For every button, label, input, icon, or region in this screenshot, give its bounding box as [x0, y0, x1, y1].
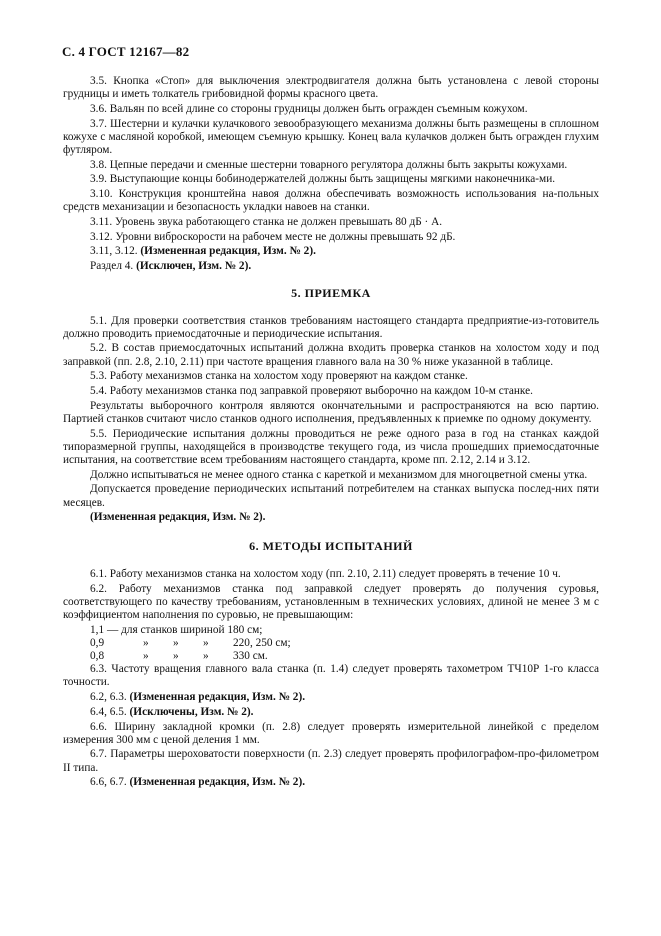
paragraph-p38: 3.8. Цепные передачи и сменные шестерни товарного регулятора должны быть закрыты кожухами.	[90, 158, 568, 171]
note-6-4-6-5: 6.4, 6.5. (Исключены, Изм. № 2).	[90, 705, 254, 718]
paragraph-p55b: Должно испытываться не менее одного станка с кареткой и механизмом для многоцветной смены утка.	[90, 468, 588, 481]
paragraph-p51: 5.1. Для проверки соответствия станков требованиям настоящего стандарта предприятие-из-готовитель должно проводить приемосдаточные и периодические испытания.	[63, 314, 599, 340]
note-6-2-6-3: 6.2, 6.3. (Измененная редакция, Изм. № 2).	[90, 691, 306, 704]
paragraph-p54b: Результаты выборочного контроля являются окончательными и распространяются на всю партию. Партией станков считают число станков одного исполнения, предъявленных к приемке по одному документу.	[63, 399, 599, 425]
section-title-test-methods: 6. МЕТОДЫ ИСПЫТАНИЙ	[249, 538, 413, 553]
fill-coefficient-line-3: 0,8 » » » 330 см.	[90, 650, 268, 663]
paragraph-p67: 6.7. Параметры шероховатости поверхности (п. 2.3) следует проверять профилографом-про-филометром II типа.	[63, 748, 599, 774]
section-5-items	[63, 315, 599, 510]
paragraph-p55: 5.5. Периодические испытания должны проводиться не реже одного раза в год на станках каждой типоразмерной группы, находящейся в производстве текущего года, из числа прошедших приемосдаточные испытания, на соответствие всем требованиям настоящего стандарта, кроме пп. 2.12, 2.14 и 3.12.	[63, 427, 599, 467]
paragraph-p37: 3.7. Шестерни и кулачки кулачкового зевообразующего механизма должны быть размещены в сплошном кожухе с масляной коробкой, имеющем съемную крышку. Конец вала кулачков должен быть огражден глухим футляром.	[63, 117, 599, 157]
note-3-11-3-12: 3.11, 3.12. (Измененная редакция, Изм. № 2).	[90, 245, 316, 258]
fill-coefficient-line-2: 0,9 » » » 220, 250 см;	[90, 636, 291, 649]
paragraph-p55c: Допускается проведение периодических испытаний потребителем на станках выпуска послед-них пяти месяцев.	[63, 483, 599, 509]
paragraph-p310: 3.10. Конструкция кронштейна навоя должна обеспечивать возможность использования на-польных средств механизации и безопасность укладки навоев на станки.	[63, 188, 599, 214]
paragraph-p35: 3.5. Кнопка «Стоп» для выключения электродвигателя должна быть установлена с левой стороны грудницы и иметь толкатель грибовидной формы красного цвета.	[63, 75, 599, 101]
paragraph-p52: 5.2. В состав приемосдаточных испытаний должна входить проверка станков на холостом ходу и под заправкой (пп. 2.8, 2.10, 2.11) при частоте вращения главного вала на 30 % ниже указанной в таблице.	[63, 342, 599, 368]
paragraph-p311: 3.11. Уровень звука работающего станка не должен превышать 80 дБ · А.	[90, 216, 443, 229]
note-section-5: (Измененная редакция, Изм. № 2).	[90, 511, 266, 524]
section-6-items-c	[63, 721, 599, 775]
page-header: С. 4 ГОСТ 12167—82	[62, 44, 190, 59]
section-6-items-a	[63, 568, 599, 622]
section-3-items	[63, 75, 599, 244]
paragraph-p63: 6.3. Частоту вращения главного вала станка (п. 1.4) следует проверять тахометром ТЧ10Р 1-го класса точности.	[63, 663, 599, 689]
note-6-6-6-7: 6.6, 6.7. (Измененная редакция, Изм. № 2).	[90, 776, 306, 789]
paragraph-p54: 5.4. Работу механизмов станка под заправкой проверяют выборочно на каждом 10-м станке.	[90, 385, 533, 398]
paragraph-p39: 3.9. Выступающие концы бобинодержателей должны быть защищены мягкими наконечника-ми.	[90, 173, 556, 186]
paragraph-p62: 6.2. Работу механизмов станка под заправкой следует проверять до получения суровья, соответствующего по качеству требованиям, установленным в технических условиях, длиной не менее 3 м с коэффициентом наполнения по суровью, не превышающим:	[63, 582, 599, 621]
section-title-acceptance: 5. ПРИЕМКА	[291, 286, 371, 301]
paragraph-p36: 3.6. Вальян по всей длине со стороны грудницы должен быть огражден съемным кожухом.	[90, 102, 528, 115]
paragraph-p66: 6.6. Ширину закладной кромки (п. 2.8) следует проверять измерительной линейкой с пределом измерения 300 мм с ценой деления 1 мм.	[63, 720, 599, 746]
fill-coefficient-line-1: 1,1 — для станков шириной 180 см;	[90, 623, 263, 636]
paragraph-p61: 6.1. Работу механизмов станка на холостом ходу (пп. 2.10, 2.11) следует проверять в течение 10 ч.	[90, 567, 561, 580]
section-6-items-b	[63, 663, 599, 689]
note-section-4: Раздел 4. (Исключен, Изм. № 2).	[90, 260, 252, 273]
paragraph-p53: 5.3. Работу механизмов станка на холостом ходу проверяют на каждом станке.	[90, 370, 468, 383]
document-body	[63, 75, 599, 791]
paragraph-p312: 3.12. Уровни виброскорости на рабочем месте не должны превышать 92 дБ.	[90, 230, 456, 243]
